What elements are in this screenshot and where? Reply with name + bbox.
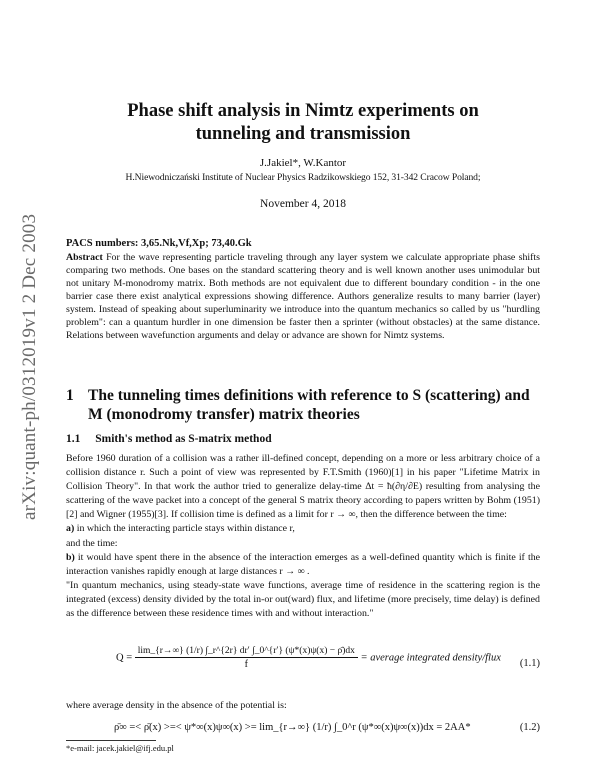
subsection-title: Smith's method as S-matrix method [95, 433, 272, 445]
paper-date: November 4, 2018 [260, 198, 346, 210]
eq1-fraction [135, 646, 358, 670]
footnote-divider [66, 740, 156, 741]
item-b-label: b) [66, 551, 75, 563]
eq1-denominator: f [244, 659, 248, 670]
eq1-lhs: Q = [116, 652, 133, 664]
subsection-heading [66, 433, 272, 445]
and-time-line: and the time: [66, 537, 118, 549]
affiliation: H.Niewodniczański Institute of Nuclear Physics Radzikowskiego 152, 31-342 Cracow Poland; [125, 172, 481, 183]
body-text [66, 452, 540, 621]
authors: J.Jakiel*, W.Kantor [259, 157, 347, 169]
item-a-text: in which the interacting particle stays within distance r, [76, 523, 295, 535]
pacs-numbers: PACS numbers: 3,65.Nk,Vf,Xp; 73,40.Gk [66, 238, 252, 249]
section-title: The tunneling times definitions with reference to S (scattering) and M (monodromy transfer) matrix theories [88, 387, 530, 423]
paper-title [66, 100, 540, 146]
subsection-number: 1.1 [66, 433, 81, 445]
item-a-label: a) [66, 523, 75, 535]
abstract-label: Abstract [66, 252, 103, 263]
abstract-text: For the wave representing particle traveling through any layer system we calculate appropriate phase shifts comparing two methods. One bases on the standard scattering theory and is well known another uses unimodular but not unitary M-monodromy matrix. Both methods are not equivalent due to different boundary condition - in the one barrier case there exist analytical expressions showing difference. Authors generalize results to many barrier (layer) system. Instead of speaking about superluminarity we introduce into the quantum mechanics so called by us "hurdling problem": can a quantum hurdler in one dimension be faster then a sprinter (without obstacles) at the same distance. Relations between wavefunction arguments and delay or advance are shown for Nimtz systems. [66, 252, 541, 341]
eq1-rhs: = average integrated density/flux [360, 652, 501, 664]
item-b-text: it would have spent there in the absence of the interaction emerges as a well-defined quantity which is finite if the interaction vanishes rapidly enough at large distances r → ∞ . [66, 551, 541, 577]
paragraph-intro: Before 1960 duration of a collision was a rather ill-defined concept, depending on a more or less arbitrary choice of a collision distance r. Such a point of view was represented by F.T.Smith (1960)[1] in his paper "Lifetime Matrix in Collision Theory". In that work the author tried to generalize delay-time Δt = ħ(∂η/∂E) resulting from analysing the scattering of the wave packet into a concept of the general S matrix theory according to papers written by Bohm (1951)[2] and Wigner (1955)[3]. If collision time is defined as a limit for r → ∞, then the difference between the time: [66, 453, 540, 521]
title-line-1: Phase shift analysis in Nimtz experiments on [127, 101, 479, 121]
abstract [66, 251, 540, 342]
section-heading-1 [66, 386, 540, 424]
equation-1-1-expression [116, 646, 501, 670]
equation-1-2-expression: ρ̄∞ =< ρ̄(x) >=< ψ*∞(x)ψ∞(x) >= lim_{r→∞} (1/r) ∫_0^r (ψ*∞(x)ψ∞(x))dx = 2AA* [114, 722, 471, 733]
equation-number-1-1: (1.1) [519, 658, 540, 669]
eq1-numerator: lim_{r→∞} (1/r) ∫_r^{2r} dr′ ∫_0^{r′} (ψ*(x)ψ(x) − ρ̄)dx [135, 646, 358, 658]
section-number: 1 [66, 387, 74, 404]
arxiv-identifier: arXiv:quant-ph/0312019v1 2 Dec 2003 [19, 213, 40, 520]
list-item-b [66, 551, 540, 579]
list-item-a [66, 522, 540, 536]
smith-quote: "In quantum mechanics, using steady-state wave functions, average time of residence in the scattering region is the integrated (excess) density divided by the total in-or out(ward) flux, and lifetime (more precisely, time delay) is defined as the difference between these residence times with and without interaction." [66, 579, 540, 620]
equation-1-1 [66, 646, 540, 686]
average-density-intro: where average density in the absence of the potential is: [66, 700, 287, 711]
title-line-2: tunneling and transmission [195, 124, 411, 144]
equation-1-2 [66, 722, 540, 738]
equation-number-1-2: (1.2) [519, 722, 540, 733]
footnote-email: *e-mail: jacek.jakiel@ifj.edu.pl [66, 743, 174, 753]
